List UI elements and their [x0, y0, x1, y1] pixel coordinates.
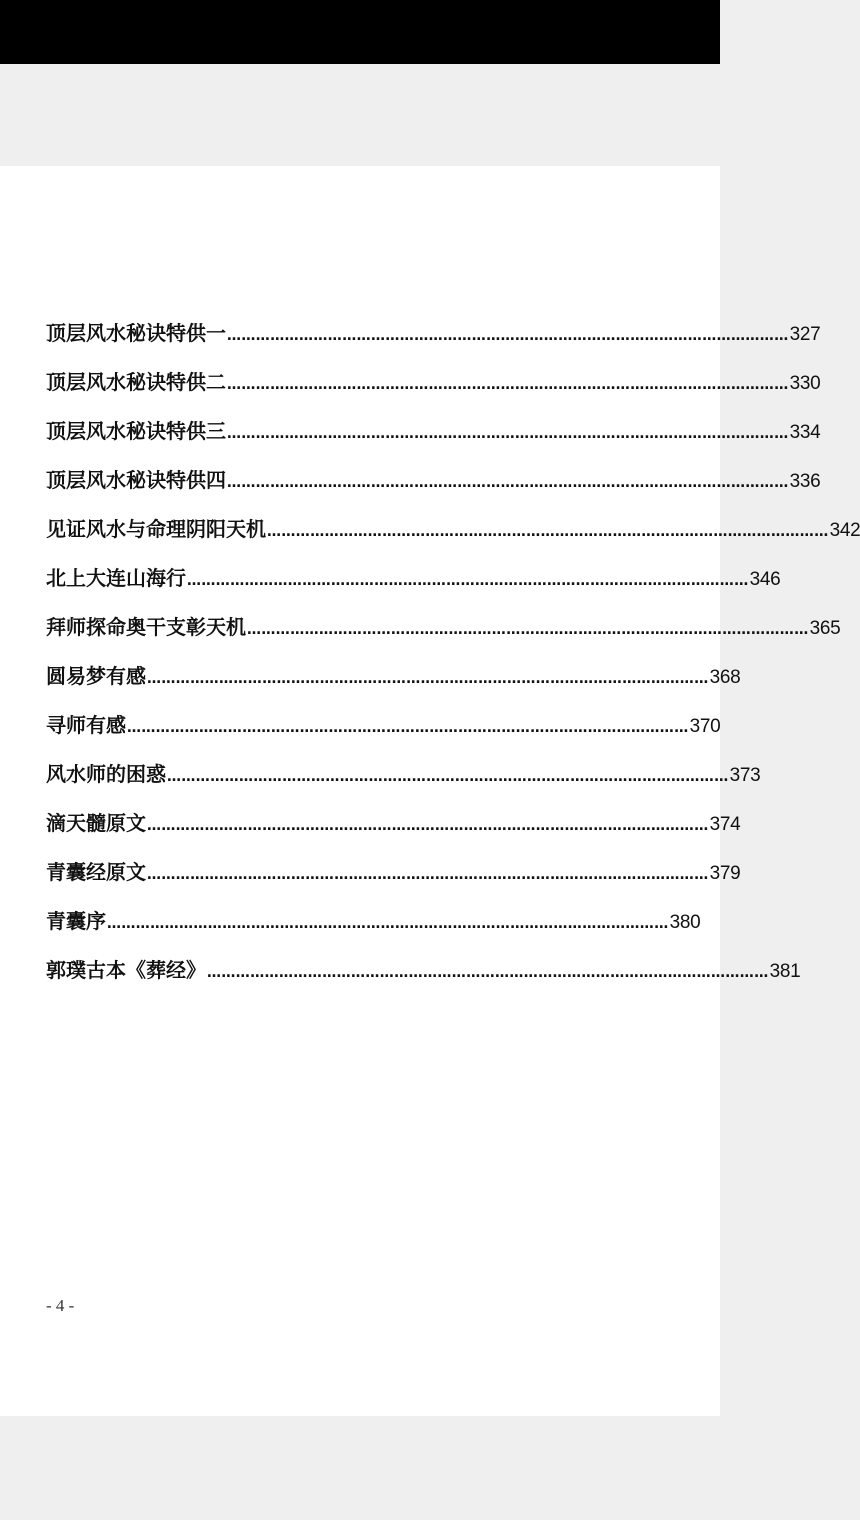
toc-dot-leader: ………………………………………………………………………………………………………	[167, 769, 729, 785]
toc-entry[interactable]	[46, 416, 821, 465]
page-number: - 4 -	[46, 1296, 75, 1315]
toc-dot-leader: ………………………………………………………………………………………………………	[227, 475, 789, 491]
toc-dot-leader: ………………………………………………………………………………………………………	[187, 573, 749, 589]
toc-dot-leader: ………………………………………………………………………………………………………	[147, 671, 709, 687]
toc-dot-leader: ………………………………………………………………………………………………………	[207, 965, 769, 981]
toc-dot-leader: ………………………………………………………………………………………………………	[227, 426, 789, 442]
toc-dot-leader: ………………………………………………………………………………………………………	[267, 524, 829, 540]
toc-entry-title: 青囊序	[46, 909, 106, 933]
toc-entry-title: 青囊经原文	[46, 860, 146, 884]
toc-entry-title: 风水师的困惑	[46, 762, 166, 786]
toc-entry[interactable]	[46, 563, 781, 612]
toc-entry[interactable]	[46, 465, 821, 514]
toc-entry[interactable]	[46, 955, 801, 1004]
toc-entry-page: 373	[729, 765, 761, 786]
toc-entry[interactable]	[46, 612, 841, 661]
toc-entry-page: 342	[829, 520, 860, 541]
toc-dot-leader: ………………………………………………………………………………………………………	[227, 328, 789, 344]
toc-entry[interactable]	[46, 906, 701, 955]
toc-entry-page: 346	[749, 569, 781, 590]
toc-entry-page: 374	[709, 814, 741, 835]
document-page	[0, 166, 860, 1416]
toc-entry-page: 381	[769, 961, 801, 982]
toc-entry-title: 见证风水与命理阴阳天机	[46, 517, 266, 541]
table-of-contents	[46, 318, 860, 1004]
toc-entry-page: 365	[809, 618, 841, 639]
toc-entry-title: 顶层风水秘诀特供四	[46, 468, 226, 492]
toc-entry[interactable]	[46, 759, 761, 808]
status-bar	[0, 0, 720, 64]
toc-entry-page: 379	[709, 863, 741, 884]
toc-entry-page: 336	[789, 471, 821, 492]
toc-entry-page: 370	[689, 716, 721, 737]
toc-entry-page: 327	[789, 324, 821, 345]
viewer-top-margin	[0, 64, 720, 166]
toc-entry-title: 顶层风水秘诀特供三	[46, 419, 226, 443]
toc-entry-title: 滴天髓原文	[46, 811, 146, 835]
toc-entry-title: 北上大连山海行	[46, 566, 186, 590]
toc-entry[interactable]	[46, 661, 741, 710]
toc-entry-title: 郭璞古本《葬经》	[46, 958, 206, 982]
viewer-bottom-margin	[0, 1416, 720, 1520]
toc-entry-title: 寻师有感	[46, 713, 126, 737]
toc-entry[interactable]	[46, 808, 741, 857]
toc-entry-title: 顶层风水秘诀特供二	[46, 370, 226, 394]
toc-dot-leader: ………………………………………………………………………………………………………	[147, 867, 709, 883]
toc-dot-leader: ………………………………………………………………………………………………………	[127, 720, 689, 736]
toc-entry[interactable]	[46, 857, 741, 906]
toc-entry[interactable]	[46, 367, 821, 416]
toc-entry[interactable]	[46, 514, 860, 563]
toc-entry-title: 圆易梦有感	[46, 664, 146, 688]
toc-dot-leader: ………………………………………………………………………………………………………	[227, 377, 789, 393]
toc-entry[interactable]	[46, 710, 721, 759]
toc-dot-leader: ………………………………………………………………………………………………………	[147, 818, 709, 834]
toc-entry-page: 334	[789, 422, 821, 443]
toc-entry-title: 顶层风水秘诀特供一	[46, 321, 226, 345]
toc-dot-leader: ………………………………………………………………………………………………………	[107, 916, 669, 932]
toc-entry-page: 330	[789, 373, 821, 394]
toc-entry-page: 368	[709, 667, 741, 688]
toc-dot-leader: ………………………………………………………………………………………………………	[247, 622, 809, 638]
toc-entry-title: 拜师探命奥干支彰天机	[46, 615, 246, 639]
toc-entry[interactable]	[46, 318, 821, 367]
toc-entry-page: 380	[669, 912, 701, 933]
